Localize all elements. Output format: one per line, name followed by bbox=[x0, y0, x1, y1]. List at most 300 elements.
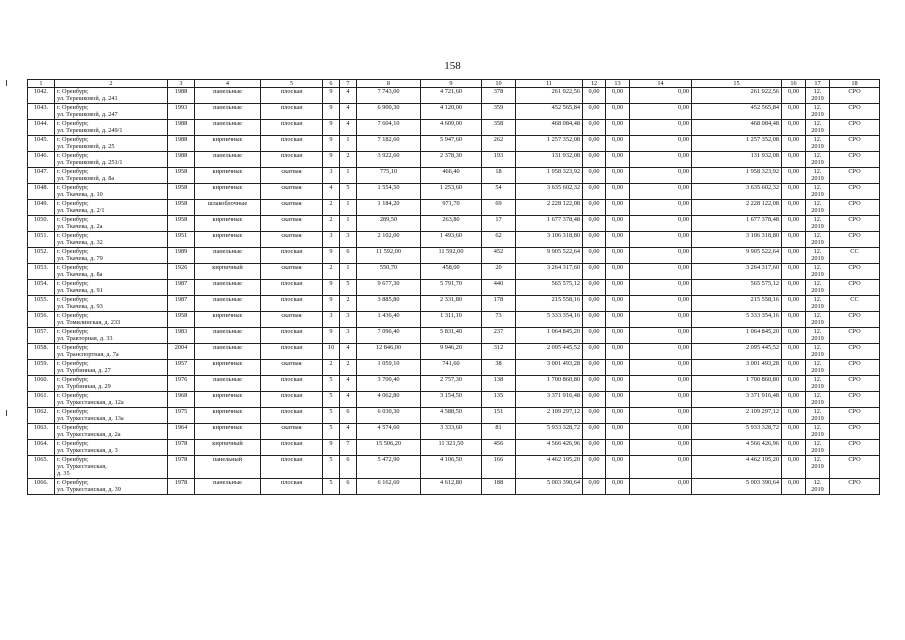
method-cell: СРО bbox=[830, 440, 880, 456]
address-line: ул. Ткачева, д. 8а bbox=[57, 271, 103, 279]
fund-zero-cell: 0,00 bbox=[583, 376, 606, 392]
fund-zero-cell: 0,00 bbox=[583, 248, 606, 264]
term-line: 2019 bbox=[811, 383, 824, 391]
term-line: 2019 bbox=[811, 486, 824, 494]
fund-zero-cell: 0,00 bbox=[583, 152, 606, 168]
year-built-cell: 1958 bbox=[168, 168, 195, 184]
fund-zero-cell: 0,00 bbox=[630, 168, 692, 184]
address-line: ул. Туркестанская, д. 39 bbox=[57, 486, 121, 494]
fund-zero-cell: 0,00 bbox=[630, 88, 692, 104]
address-line: г. Оренбург, bbox=[57, 376, 89, 383]
address-line: ул. Туркестанская, д. 13а bbox=[57, 415, 124, 423]
living-area-cell: 5 791,70 bbox=[421, 280, 482, 296]
address-cell bbox=[55, 152, 168, 168]
fund-zero-cell: 0,00 bbox=[606, 232, 630, 248]
address-line: ул. Терешковой, д. 241 bbox=[57, 95, 118, 103]
address-line: г. Оренбург, bbox=[57, 296, 89, 303]
address-cell bbox=[55, 120, 168, 136]
column-number-cell: 10 bbox=[482, 80, 516, 88]
address-cell bbox=[55, 440, 168, 456]
term-line: 2019 bbox=[811, 239, 824, 247]
fund-zero-cell: 0,00 bbox=[782, 424, 806, 440]
roof-type-cell: плоская bbox=[261, 88, 323, 104]
column-number-cell: 8 bbox=[357, 80, 421, 88]
term-line: 12. bbox=[813, 280, 822, 287]
total-cost-cell: 1 064 845,20 bbox=[516, 328, 583, 344]
table-row bbox=[28, 264, 880, 280]
fund-zero-cell: 0,00 bbox=[782, 152, 806, 168]
fund-zero-cell: 0,00 bbox=[606, 248, 630, 264]
roof-type-cell: скатная bbox=[261, 184, 323, 200]
table-row bbox=[28, 344, 880, 360]
address-cell bbox=[55, 456, 168, 479]
row-number-cell: 1047. bbox=[28, 168, 55, 184]
method-cell: СРО bbox=[830, 232, 880, 248]
table-row bbox=[28, 248, 880, 264]
total-area-cell: 3 885,80 bbox=[357, 296, 421, 312]
year-built-cell: 1975 bbox=[168, 408, 195, 424]
row-number-cell: 1045. bbox=[28, 136, 55, 152]
owner-funds-cell: 1 677 378,48 bbox=[692, 216, 782, 232]
entrances-cell: 1 bbox=[340, 216, 357, 232]
owner-funds-cell: 215 558,16 bbox=[692, 296, 782, 312]
year-built-cell: 1926 bbox=[168, 264, 195, 280]
living-area-cell: 466,40 bbox=[421, 168, 482, 184]
total-area-cell: 9 677,30 bbox=[357, 280, 421, 296]
fund-zero-cell: 0,00 bbox=[606, 328, 630, 344]
fund-zero-cell: 0,00 bbox=[606, 360, 630, 376]
floors-cell: 5 bbox=[323, 479, 340, 495]
address-cell bbox=[55, 104, 168, 120]
housing-register-table bbox=[27, 79, 880, 495]
column-number-cell: 7 bbox=[340, 80, 357, 88]
entrances-cell: 5 bbox=[340, 280, 357, 296]
residents-cell: 38 bbox=[482, 360, 516, 376]
fund-zero-cell: 0,00 bbox=[630, 248, 692, 264]
year-built-cell: 1978 bbox=[168, 440, 195, 456]
scan-edge-mark bbox=[6, 410, 7, 416]
address-line: ул. Ткачева, д. 2/1 bbox=[57, 207, 105, 215]
term-line: 12. bbox=[813, 216, 822, 223]
table-row bbox=[28, 479, 880, 495]
fund-zero-cell: 0,00 bbox=[583, 264, 606, 280]
residents-cell: 312 bbox=[482, 344, 516, 360]
planned-term-cell bbox=[806, 360, 830, 376]
total-area-cell: 7 096,40 bbox=[357, 328, 421, 344]
entrances-cell: 4 bbox=[340, 392, 357, 408]
table-row bbox=[28, 168, 880, 184]
owner-funds-cell: 3 264 317,60 bbox=[692, 264, 782, 280]
owner-funds-cell: 5 333 354,16 bbox=[692, 312, 782, 328]
owner-funds-cell: 1 958 323,92 bbox=[692, 168, 782, 184]
column-number-cell: 14 bbox=[630, 80, 692, 88]
residents-cell: 237 bbox=[482, 328, 516, 344]
fund-zero-cell: 0,00 bbox=[583, 296, 606, 312]
term-line: 12. bbox=[813, 152, 822, 159]
row-number-cell: 1049. bbox=[28, 200, 55, 216]
fund-zero-cell: 0,00 bbox=[606, 424, 630, 440]
fund-zero-cell: 0,00 bbox=[583, 312, 606, 328]
living-area-cell: 11 592,00 bbox=[421, 248, 482, 264]
roof-type-cell: плоская bbox=[261, 136, 323, 152]
method-cell: СРО bbox=[830, 152, 880, 168]
floors-cell: 9 bbox=[323, 104, 340, 120]
entrances-cell: 3 bbox=[340, 328, 357, 344]
wall-material-cell: кирпичные bbox=[195, 184, 261, 200]
owner-funds-cell: 468 084,48 bbox=[692, 120, 782, 136]
total-cost-cell: 131 932,08 bbox=[516, 152, 583, 168]
fund-zero-cell: 0,00 bbox=[606, 200, 630, 216]
term-line: 12. bbox=[813, 120, 822, 127]
living-area-cell: 1 253,60 bbox=[421, 184, 482, 200]
row-number-cell: 1065. bbox=[28, 456, 55, 479]
roof-type-cell: плоская bbox=[261, 280, 323, 296]
roof-type-cell: плоская bbox=[261, 408, 323, 424]
method-cell: СРО bbox=[830, 136, 880, 152]
floors-cell: 2 bbox=[323, 216, 340, 232]
column-number-cell: 12 bbox=[583, 80, 606, 88]
total-area-cell: 3 700,40 bbox=[357, 376, 421, 392]
planned-term-cell bbox=[806, 424, 830, 440]
year-built-cell: 1968 bbox=[168, 392, 195, 408]
total-area-cell: 11 592,00 bbox=[357, 248, 421, 264]
table-row bbox=[28, 88, 880, 104]
row-number-cell: 1063. bbox=[28, 424, 55, 440]
year-built-cell: 1978 bbox=[168, 456, 195, 479]
fund-zero-cell: 0,00 bbox=[782, 479, 806, 495]
address-cell bbox=[55, 248, 168, 264]
planned-term-cell bbox=[806, 232, 830, 248]
owner-funds-cell: 1 064 845,20 bbox=[692, 328, 782, 344]
term-line: 12. bbox=[813, 479, 822, 486]
address-cell bbox=[55, 200, 168, 216]
row-number-cell: 1054. bbox=[28, 280, 55, 296]
roof-type-cell: скатная bbox=[261, 312, 323, 328]
living-area-cell: 4 612,80 bbox=[421, 479, 482, 495]
total-area-cell: 1 184,20 bbox=[357, 200, 421, 216]
wall-material-cell: панельные bbox=[195, 120, 261, 136]
planned-term-cell bbox=[806, 104, 830, 120]
floors-cell: 10 bbox=[323, 344, 340, 360]
floors-cell: 5 bbox=[323, 424, 340, 440]
living-area-cell: 2 331,80 bbox=[421, 296, 482, 312]
floors-cell: 3 bbox=[323, 232, 340, 248]
planned-term-cell bbox=[806, 408, 830, 424]
entrances-cell: 2 bbox=[340, 152, 357, 168]
floors-cell: 3 bbox=[323, 312, 340, 328]
owner-funds-cell: 565 575,12 bbox=[692, 280, 782, 296]
wall-material-cell: панельные bbox=[195, 280, 261, 296]
planned-term-cell bbox=[806, 136, 830, 152]
fund-zero-cell: 0,00 bbox=[606, 408, 630, 424]
fund-zero-cell: 0,00 bbox=[606, 168, 630, 184]
total-cost-cell: 2 228 122,08 bbox=[516, 200, 583, 216]
living-area-cell: 2 757,30 bbox=[421, 376, 482, 392]
wall-material-cell: кирпичные bbox=[195, 216, 261, 232]
total-area-cell: 7 743,00 bbox=[357, 88, 421, 104]
entrances-cell: 3 bbox=[340, 232, 357, 248]
roof-type-cell: скатная bbox=[261, 168, 323, 184]
method-cell: СРО bbox=[830, 168, 880, 184]
year-built-cell: 2004 bbox=[168, 344, 195, 360]
address-cell bbox=[55, 479, 168, 495]
fund-zero-cell: 0,00 bbox=[630, 104, 692, 120]
fund-zero-cell: 0,00 bbox=[630, 200, 692, 216]
floors-cell: 5 bbox=[323, 392, 340, 408]
entrances-cell: 1 bbox=[340, 264, 357, 280]
fund-zero-cell: 0,00 bbox=[782, 392, 806, 408]
total-area-cell: 12 846,00 bbox=[357, 344, 421, 360]
method-cell: СРО bbox=[830, 312, 880, 328]
address-cell bbox=[55, 328, 168, 344]
floors-cell: 9 bbox=[323, 328, 340, 344]
year-built-cell: 1976 bbox=[168, 376, 195, 392]
fund-zero-cell: 0,00 bbox=[606, 392, 630, 408]
fund-zero-cell: 0,00 bbox=[606, 479, 630, 495]
table-row bbox=[28, 232, 880, 248]
total-area-cell: 6 900,30 bbox=[357, 104, 421, 120]
fund-zero-cell: 0,00 bbox=[782, 136, 806, 152]
roof-type-cell: скатная bbox=[261, 216, 323, 232]
total-cost-cell: 3 001 493,28 bbox=[516, 360, 583, 376]
fund-zero-cell: 0,00 bbox=[630, 152, 692, 168]
address-line: г. Оренбург, bbox=[57, 344, 89, 351]
year-built-cell: 1993 bbox=[168, 104, 195, 120]
total-cost-cell: 215 558,16 bbox=[516, 296, 583, 312]
term-line: 2019 bbox=[811, 95, 824, 103]
address-line: г. Оренбург, bbox=[57, 200, 89, 207]
fund-zero-cell: 0,00 bbox=[782, 344, 806, 360]
term-line: 12. bbox=[813, 312, 822, 319]
term-line: 12. bbox=[813, 440, 822, 447]
method-cell: СРО bbox=[830, 376, 880, 392]
fund-zero-cell: 0,00 bbox=[606, 264, 630, 280]
table-body bbox=[28, 88, 880, 495]
fund-zero-cell: 0,00 bbox=[630, 120, 692, 136]
total-area-cell: 15 506,20 bbox=[357, 440, 421, 456]
fund-zero-cell: 0,00 bbox=[630, 328, 692, 344]
floors-cell: 9 bbox=[323, 88, 340, 104]
owner-funds-cell: 131 932,08 bbox=[692, 152, 782, 168]
total-area-cell: 550,70 bbox=[357, 264, 421, 280]
fund-zero-cell: 0,00 bbox=[782, 280, 806, 296]
floors-cell: 2 bbox=[323, 264, 340, 280]
fund-zero-cell: 0,00 bbox=[782, 440, 806, 456]
row-number-cell: 1061. bbox=[28, 392, 55, 408]
floors-cell: 3 bbox=[323, 168, 340, 184]
term-line: 2019 bbox=[811, 143, 824, 151]
owner-funds-cell: 3 371 916,48 bbox=[692, 392, 782, 408]
fund-zero-cell: 0,00 bbox=[630, 312, 692, 328]
fund-zero-cell: 0,00 bbox=[630, 479, 692, 495]
fund-zero-cell: 0,00 bbox=[630, 424, 692, 440]
roof-type-cell: плоская bbox=[261, 248, 323, 264]
fund-zero-cell: 0,00 bbox=[583, 136, 606, 152]
entrances-cell: 4 bbox=[340, 88, 357, 104]
planned-term-cell bbox=[806, 152, 830, 168]
column-number-cell: 2 bbox=[55, 80, 168, 88]
living-area-cell: 263,80 bbox=[421, 216, 482, 232]
term-line: 12. bbox=[813, 360, 822, 367]
owner-funds-cell: 1 257 352,08 bbox=[692, 136, 782, 152]
table-row bbox=[28, 120, 880, 136]
fund-zero-cell: 0,00 bbox=[606, 376, 630, 392]
fund-zero-cell: 0,00 bbox=[606, 344, 630, 360]
wall-material-cell: панельные bbox=[195, 248, 261, 264]
wall-material-cell: кирпичные bbox=[195, 424, 261, 440]
fund-zero-cell: 0,00 bbox=[583, 344, 606, 360]
fund-zero-cell: 0,00 bbox=[782, 264, 806, 280]
address-cell bbox=[55, 184, 168, 200]
method-cell: СС bbox=[830, 248, 880, 264]
fund-zero-cell: 0,00 bbox=[630, 280, 692, 296]
method-cell: СРО bbox=[830, 479, 880, 495]
entrances-cell: 4 bbox=[340, 344, 357, 360]
address-line: г. Оренбург, bbox=[57, 280, 89, 287]
address-line: ул. Турбинная, д. 29 bbox=[57, 383, 111, 391]
floors-cell: 9 bbox=[323, 152, 340, 168]
total-cost-cell: 3 106 318,80 bbox=[516, 232, 583, 248]
residents-cell: 193 bbox=[482, 152, 516, 168]
column-number-cell: 17 bbox=[806, 80, 830, 88]
table-row bbox=[28, 104, 880, 120]
fund-zero-cell: 0,00 bbox=[606, 312, 630, 328]
owner-funds-cell: 2 228 122,08 bbox=[692, 200, 782, 216]
wall-material-cell: панельный bbox=[195, 456, 261, 479]
method-cell: СРО bbox=[830, 456, 880, 479]
fund-zero-cell: 0,00 bbox=[782, 216, 806, 232]
address-line: г. Оренбург, bbox=[57, 136, 89, 143]
address-cell bbox=[55, 312, 168, 328]
residents-cell: 17 bbox=[482, 216, 516, 232]
address-line: ул. Терешковой, д. 25 bbox=[57, 143, 115, 151]
year-built-cell: 1964 bbox=[168, 424, 195, 440]
year-built-cell: 1988 bbox=[168, 136, 195, 152]
address-line: г. Оренбург, bbox=[57, 232, 89, 239]
address-line: г. Оренбург, bbox=[57, 184, 89, 191]
fund-zero-cell: 0,00 bbox=[782, 360, 806, 376]
fund-zero-cell: 0,00 bbox=[583, 360, 606, 376]
fund-zero-cell: 0,00 bbox=[606, 120, 630, 136]
total-cost-cell: 565 575,12 bbox=[516, 280, 583, 296]
residents-cell: 378 bbox=[482, 88, 516, 104]
total-cost-cell: 3 635 602,32 bbox=[516, 184, 583, 200]
column-number-cell: 6 bbox=[323, 80, 340, 88]
term-line: 2019 bbox=[811, 111, 824, 119]
residents-cell: 73 bbox=[482, 312, 516, 328]
fund-zero-cell: 0,00 bbox=[583, 120, 606, 136]
column-number-cell: 11 bbox=[516, 80, 583, 88]
method-cell: СРО bbox=[830, 280, 880, 296]
row-number-cell: 1042. bbox=[28, 88, 55, 104]
address-line: г. Оренбург, bbox=[57, 264, 89, 271]
term-line: 12. bbox=[813, 200, 822, 207]
term-line: 12. bbox=[813, 168, 822, 175]
owner-funds-cell: 4 566 426,96 bbox=[692, 440, 782, 456]
row-number-cell: 1043. bbox=[28, 104, 55, 120]
residents-cell: 135 bbox=[482, 392, 516, 408]
address-line: ул. Ткачева, д. 10 bbox=[57, 191, 103, 199]
fund-zero-cell: 0,00 bbox=[606, 136, 630, 152]
method-cell: СРО bbox=[830, 120, 880, 136]
table-row bbox=[28, 312, 880, 328]
address-cell bbox=[55, 264, 168, 280]
total-area-cell: 7 182,60 bbox=[357, 136, 421, 152]
address-line: г. Оренбург, bbox=[57, 152, 89, 159]
table-row bbox=[28, 280, 880, 296]
column-number-cell: 13 bbox=[606, 80, 630, 88]
fund-zero-cell: 0,00 bbox=[583, 232, 606, 248]
table-row bbox=[28, 184, 880, 200]
term-line: 12. bbox=[813, 104, 822, 111]
address-line: ул. Ткачева, д. 91 bbox=[57, 287, 103, 295]
year-built-cell: 1983 bbox=[168, 328, 195, 344]
year-built-cell: 1958 bbox=[168, 312, 195, 328]
address-line: г. Оренбург, bbox=[57, 216, 89, 223]
wall-material-cell: кирпичные bbox=[195, 136, 261, 152]
address-line: ул. Томилинская, д. 233 bbox=[57, 319, 121, 327]
fund-zero-cell: 0,00 bbox=[782, 248, 806, 264]
row-number-cell: 1064. bbox=[28, 440, 55, 456]
fund-zero-cell: 0,00 bbox=[782, 408, 806, 424]
roof-type-cell: плоская bbox=[261, 440, 323, 456]
living-area-cell: 458,00 bbox=[421, 264, 482, 280]
total-area-cell: 5 472,90 bbox=[357, 456, 421, 479]
fund-zero-cell: 0,00 bbox=[583, 216, 606, 232]
planned-term-cell bbox=[806, 296, 830, 312]
wall-material-cell: панельные bbox=[195, 296, 261, 312]
wall-material-cell: панельные bbox=[195, 152, 261, 168]
living-area-cell: 4 120,00 bbox=[421, 104, 482, 120]
entrances-cell: 4 bbox=[340, 120, 357, 136]
floors-cell: 5 bbox=[323, 408, 340, 424]
term-line: 2019 bbox=[811, 319, 824, 327]
table-row bbox=[28, 136, 880, 152]
address-line: г. Оренбург, bbox=[57, 392, 89, 399]
owner-funds-cell: 1 700 860,80 bbox=[692, 376, 782, 392]
term-line: 12. bbox=[813, 424, 822, 431]
column-number-cell: 3 bbox=[168, 80, 195, 88]
total-area-cell: 6 030,30 bbox=[357, 408, 421, 424]
owner-funds-cell: 261 922,56 bbox=[692, 88, 782, 104]
wall-material-cell: кирпичные bbox=[195, 312, 261, 328]
living-area-cell: 4 721,60 bbox=[421, 88, 482, 104]
table-row bbox=[28, 216, 880, 232]
year-built-cell: 1957 bbox=[168, 360, 195, 376]
total-area-cell: 6 162,60 bbox=[357, 479, 421, 495]
total-cost-cell: 4 462 195,20 bbox=[516, 456, 583, 479]
residents-cell: 62 bbox=[482, 232, 516, 248]
owner-funds-cell: 3 635 602,32 bbox=[692, 184, 782, 200]
address-cell bbox=[55, 344, 168, 360]
term-line: 12. bbox=[813, 328, 822, 335]
total-area-cell: 2 102,00 bbox=[357, 232, 421, 248]
address-line: ул. Ткачева, д. 32 bbox=[57, 239, 103, 247]
wall-material-cell: кирпичные bbox=[195, 360, 261, 376]
column-number-cell: 1 bbox=[28, 80, 55, 88]
column-number-row bbox=[28, 80, 880, 88]
address-cell bbox=[55, 280, 168, 296]
total-cost-cell: 4 566 426,96 bbox=[516, 440, 583, 456]
total-area-cell: 289,50 bbox=[357, 216, 421, 232]
wall-material-cell: кирпичные bbox=[195, 232, 261, 248]
living-area-cell: 1 311,10 bbox=[421, 312, 482, 328]
fund-zero-cell: 0,00 bbox=[583, 168, 606, 184]
row-number-cell: 1053. bbox=[28, 264, 55, 280]
fund-zero-cell: 0,00 bbox=[782, 456, 806, 479]
address-line: ул. Ткачева, д. 2а bbox=[57, 223, 103, 231]
address-cell bbox=[55, 296, 168, 312]
